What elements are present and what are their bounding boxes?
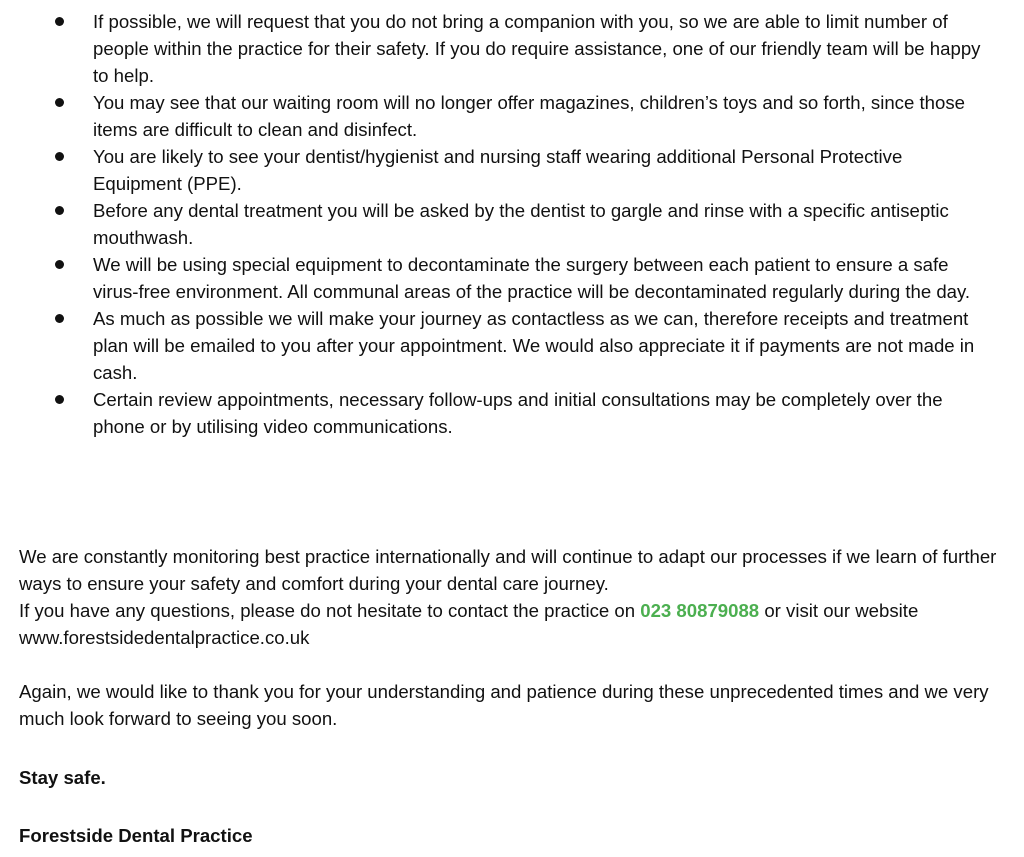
list-item-text: Certain review appointments, necessary follow-ups and initial consultations may be completely over the phone or by utilising video communications. [93, 389, 943, 437]
thanks-paragraph: Again, we would like to thank you for your understanding and patience during these unprecedented times and we very much look forward to seeing you soon. [19, 681, 989, 729]
monitoring-paragraph [19, 543, 1009, 651]
bullet-icon [55, 17, 64, 26]
bullet-icon [55, 260, 64, 269]
bullet-icon [55, 98, 64, 107]
bullet-icon [55, 152, 64, 161]
list-item-text: We will be using special equipment to decontaminate the surgery between each patient to ensure a safe virus-free environment. All communal areas of the practice will be decontaminated regularly during the day. [93, 254, 971, 302]
precautions-list [0, 8, 1024, 440]
list-item [0, 386, 1024, 440]
signature: Forestside Dental Practice [19, 825, 253, 846]
bullet-icon [55, 314, 64, 323]
list-item [0, 305, 1024, 386]
list-item [0, 197, 1024, 251]
monitoring-text: We are constantly monitoring best practice internationally and will continue to adapt our processes if we learn of further ways to ensure your safety and comfort during your dental care journey. [19, 546, 997, 594]
contact-suffix: or visit our website [759, 600, 919, 621]
website-link[interactable]: www.forestsidedentalpractice.co.uk [19, 627, 310, 648]
list-item-text: If possible, we will request that you do not bring a companion with you, so we are able to limit number of people within the practice for their safety. If you do require assistance, one of our friendly team will be happy to help. [93, 11, 981, 86]
list-item-text: You may see that our waiting room will no longer offer magazines, children’s toys and so forth, since those items are difficult to clean and disinfect. [93, 92, 965, 140]
list-item [0, 89, 1024, 143]
closing-text: Stay safe. [19, 767, 106, 788]
list-item-text: Before any dental treatment you will be asked by the dentist to gargle and rinse with a specific antiseptic mouthwash. [93, 200, 949, 248]
list-item [0, 8, 1024, 89]
bullet-icon [55, 206, 64, 215]
bullet-icon [55, 395, 64, 404]
phone-number[interactable]: 023 80879088 [640, 600, 760, 621]
list-item [0, 251, 1024, 305]
contact-prefix: If you have any questions, please do not hesitate to contact the practice on [19, 600, 641, 621]
contact-line [19, 597, 1009, 624]
list-item-text: As much as possible we will make your journey as contactless as we can, therefore receipts and treatment plan will be emailed to you after your appointment. We would also appreciate it if payments are not made in cash. [93, 308, 975, 383]
list-item-text: You are likely to see your dentist/hygienist and nursing staff wearing additional Personal Protective Equipment (PPE). [93, 146, 903, 194]
list-item [0, 143, 1024, 197]
